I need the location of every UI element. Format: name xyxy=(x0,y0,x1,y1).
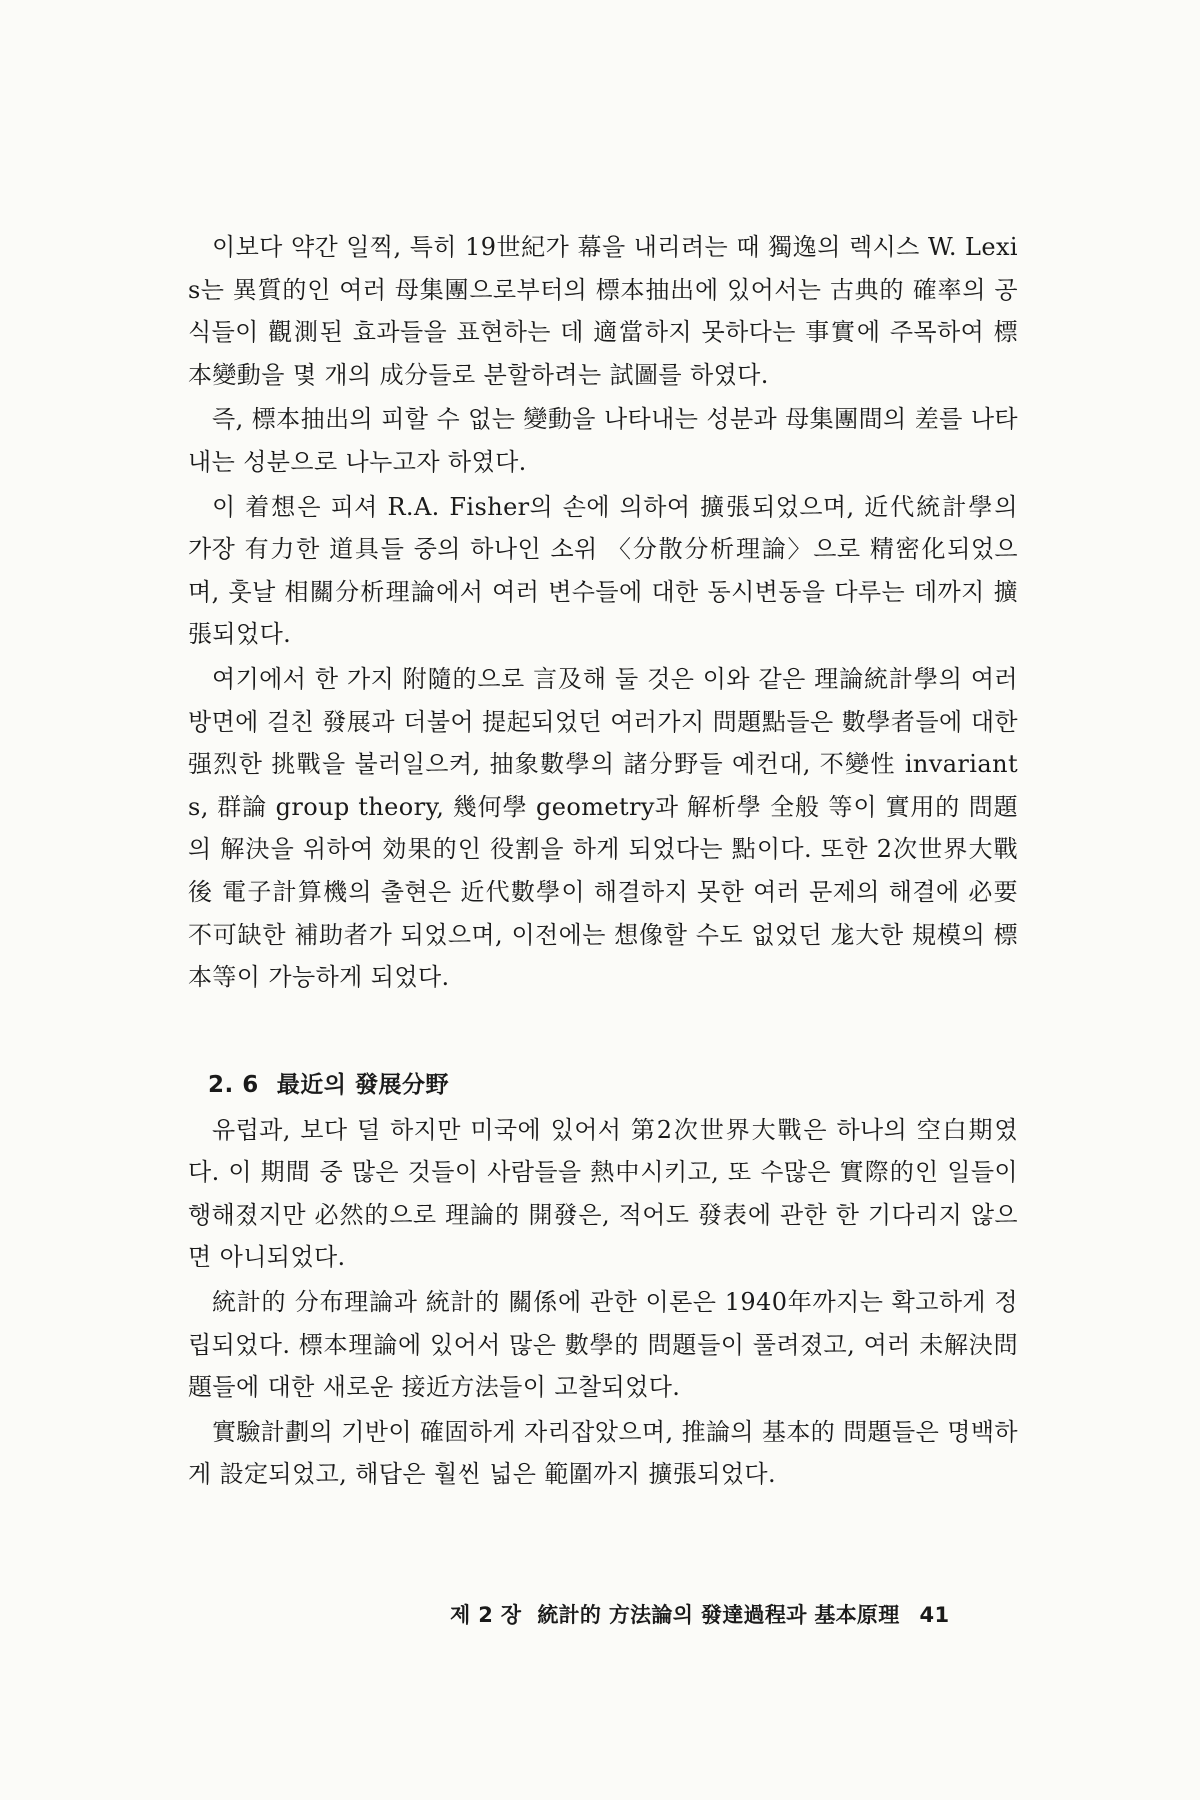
paragraph: 즉, 標本抽出의 피할 수 없는 變動을 나타내는 성분과 母集團間의 差를 나타내는 성분으로 나누고자 하였다. xyxy=(188,405,1018,476)
footer-title: 統計的 方法論의 發達過程과 基本原理 xyxy=(537,1603,900,1627)
page-footer xyxy=(450,1600,1020,1630)
paragraph: 유럽과, 보다 덜 하지만 미국에 있어서 第2次世界大戰은 하나의 空白期였다. 이 期間 중 많은 것들이 사람들을 熱中시키고, 또 수많은 實際的인 일들이 행해졌지만 必然的으로 理論的 開發은, 적어도 發表에 관한 한 기다리지 않으면 아니되었다. xyxy=(188,1115,1018,1272)
paragraph: 實驗計劃의 기반이 確固하게 자리잡았으며, 推論의 基本的 問題들은 명백하게 設定되었고, 해답은 훨씬 넓은 範圍까지 擴張되었다. xyxy=(188,1417,1018,1489)
page-number: 41 xyxy=(919,1603,950,1627)
body-text xyxy=(188,226,1018,1498)
paragraph: 여기에서 한 가지 附隨的으로 言及해 둘 것은 이와 같은 理論統計學의 여러 방면에 걸친 發展과 더불어 提起되었던 여러가지 問題點들은 數學者들에 대한 强烈한 挑戰을 불러일으켜, 抽象數學의 諸分野들 예컨대, 不變性 invariants, 群論 group theory, 幾何學 geometry과 解析學 全般 等이 實用的 問題의 解決을 위하여 効果的인 役割을 하게 되었다는 點이다. 또한 2次世界大戰 後 電子計算機의 출현은 近代數學이 해결하지 못한 여러 문제의 해결에 必要不可缺한 補助者가 되었으며, 이전에는 想像할 수도 없었던 尨大한 規模의 標本等이 가능하게 되었다. xyxy=(188,664,1018,992)
footer-chapter: 제 2 장 xyxy=(450,1603,522,1627)
paragraph: 이보다 약간 일찍, 특히 19世紀가 幕을 내리려는 때 獨逸의 렉시스 W. Lexis는 異質的인 여러 母集團으로부터의 標本抽出에 있어서는 古典的 確率의 공식들이 觀測된 효과들을 표현하는 데 適當하지 못하다는 事實에 주목하여 標本變動을 몇 개의 成分들로 분할하려는 試圖를 하였다. xyxy=(188,233,1018,389)
section-heading xyxy=(208,1065,1018,1105)
section-title: 最近의 發展分野 xyxy=(276,1071,449,1098)
paragraph: 이 着想은 피셔 R.A. Fisher의 손에 의하여 擴張되었으며, 近代統計學의 가장 有力한 道具들 중의 하나인 소위 〈分散分析理論〉으로 精密化되었으며, 훗날 相關分析理論에서 여러 변수들에 대한 동시변동을 다루는 데까지 擴張되었다. xyxy=(188,492,1018,649)
paragraph: 統計的 分布理論과 統計的 關係에 관한 이론은 1940年까지는 확고하게 정립되었다. 標本理論에 있어서 많은 數學的 問題들이 풀려졌고, 여러 未解決問題들에 대한 새로운 接近方法들이 고찰되었다. xyxy=(188,1288,1018,1402)
section-number: 2. 6 xyxy=(208,1071,259,1098)
